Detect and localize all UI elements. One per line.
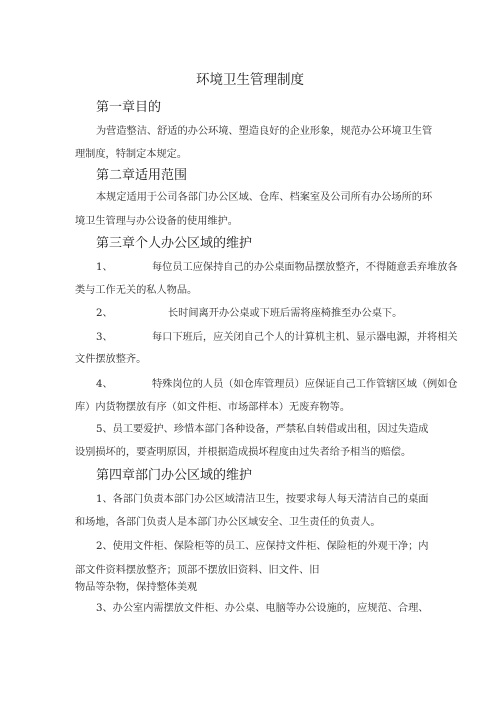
item-number: 3、 [96, 332, 113, 343]
paragraph-line: 2、使用文件柜、保险柜等的员工、应保持文件柜、保险柜的外观干净；内 [96, 541, 429, 552]
list-item [96, 304, 402, 319]
chapter-1-heading: 第一章目的 [96, 100, 162, 115]
paragraph-line: 理制度，特制定本规定。 [75, 149, 188, 160]
chapter-2-heading: 第二章适用范围 [96, 168, 188, 183]
paragraph-line: 设别损坏的，要查明原因，并根据造成损坏程度由过失者给予相当的赔偿。 [75, 447, 412, 458]
list-item [96, 375, 458, 390]
paragraph-line: 1、各部门负责本部门办公区域清洁卫生，按要求每人每天清洁自己的桌面 [96, 494, 429, 505]
list-item [96, 258, 458, 273]
item-text: 每位员工应保持自己的办公桌面物品摆放整齐，不得随意丢弃堆放各 [152, 262, 458, 273]
paragraph-line: 3、办公室内需摆放文件柜、办公桌、电脑等办公设施的，应规范、合理、 [96, 603, 429, 614]
chapter-4-heading: 第四章部门办公区域的维护 [96, 468, 253, 483]
item-text: 长时间离开办公桌或下班后需将座椅推至办公桌下。 [168, 308, 403, 319]
paragraph-line: 境卫生管理与办公设备的使用维护。 [75, 216, 238, 227]
paragraph-line: 和场地，各部门负责人是本部门办公区域安全、卫生责任的负责人。 [75, 517, 381, 528]
list-item [96, 328, 458, 343]
paragraph-line: 为营造整洁、舒适的办公环境、塑造良好的企业形象，规范办公环境卫生管 [96, 126, 433, 137]
chapter-3-heading: 第三章个人办公区域的维护 [96, 236, 253, 251]
paragraph-line: 部文件资料摆放整齐；顶部不摆放旧资料、旧文件、旧 [75, 565, 320, 576]
paragraph-line: 物品等杂物，保持整体美观 [75, 582, 198, 593]
paragraph-line: 类与工作无关的私人物品。 [75, 285, 198, 296]
item-number: 2、 [96, 308, 113, 319]
item-number: 4、 [96, 379, 113, 390]
paragraph-line: 本规定适用于公司各部门办公区域、仓库、档案室及公司所有办公场所的环 [96, 192, 433, 203]
item-text: 每口下班后，应关闭自己个人的计算机主机、显示器电源，并将相关 [152, 332, 458, 343]
paragraph-line: 库）内货物摆放有序（如文件柜、市场部样本）无废弃物等。 [75, 402, 351, 413]
item-text: 特殊岗位的人员（如仓库管理员）应保证自己工作管辖区域（例如仓 [152, 379, 458, 390]
paragraph-line: 5、员工要爱护、珍惜本部门各种设备，严禁私自转借或出租，因过失造成 [96, 424, 429, 435]
document-title: 环境卫生管理制度 [196, 72, 304, 88]
paragraph-line: 文件摆放整齐。 [75, 354, 147, 365]
item-number: 1、 [96, 262, 113, 273]
